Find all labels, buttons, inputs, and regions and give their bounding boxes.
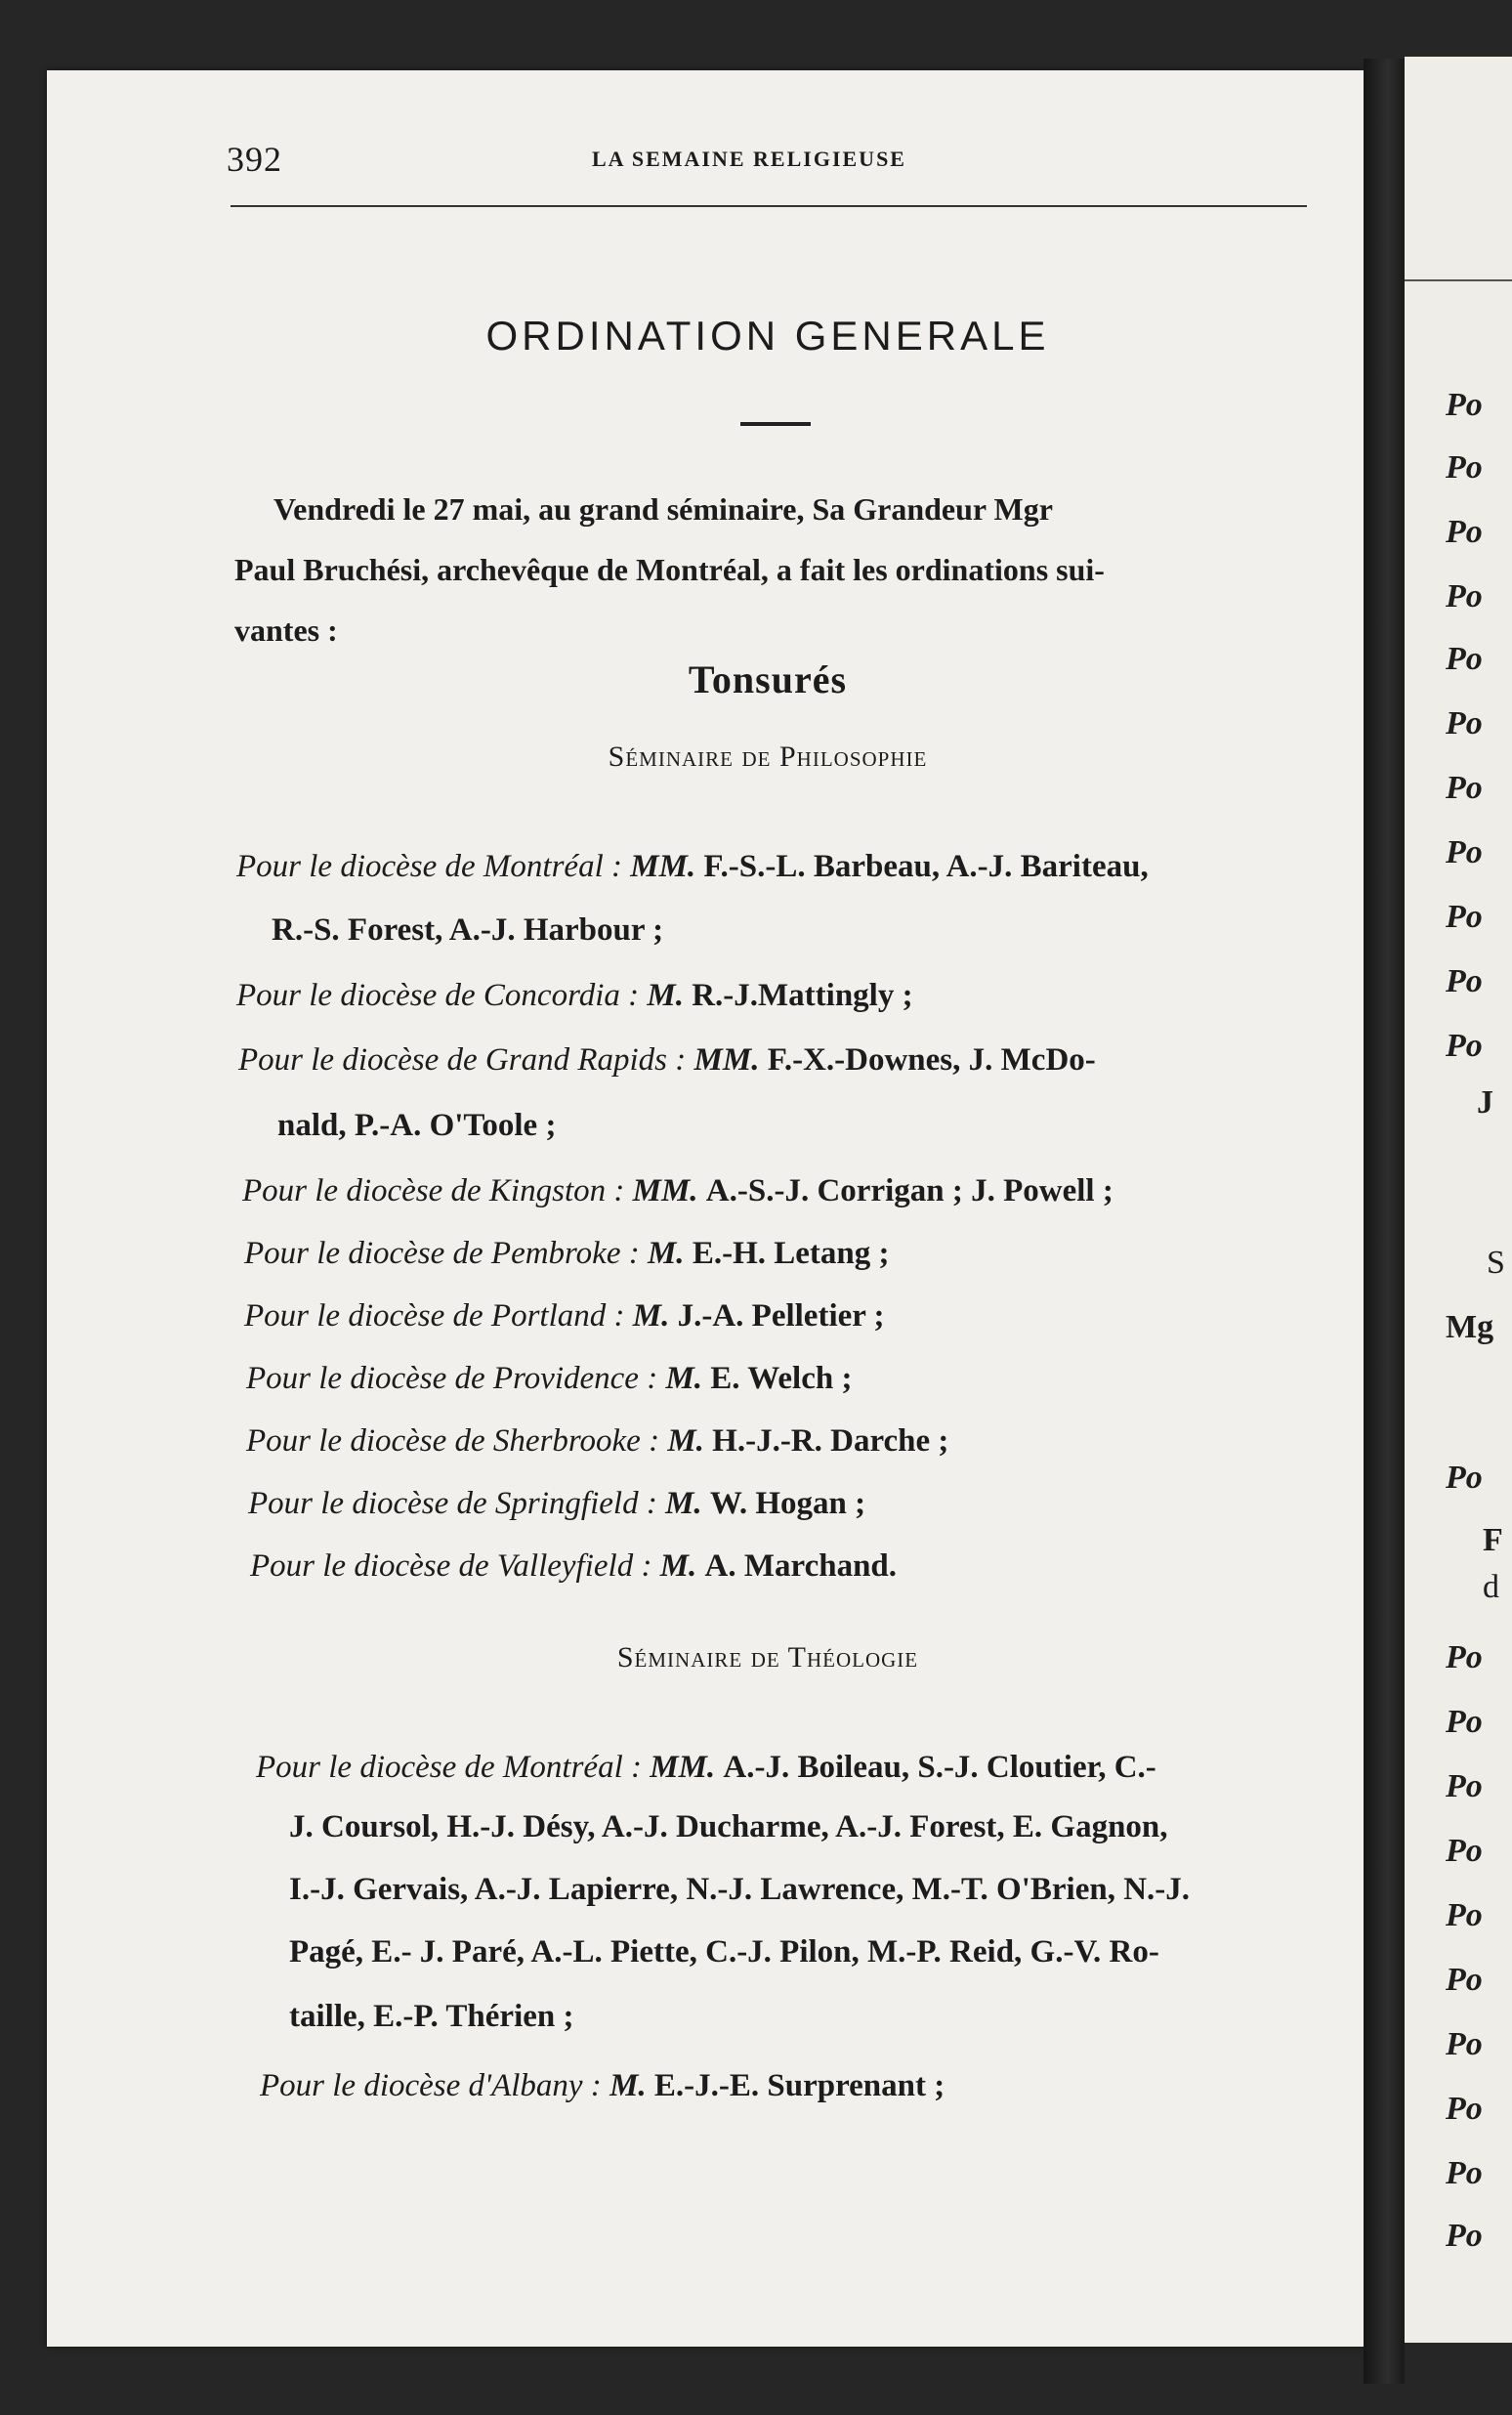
ordination-entry — [246, 1413, 948, 1469]
adjacent-fragment: Po — [1446, 641, 1483, 677]
book-gutter — [1364, 59, 1405, 2384]
adjacent-fragment: Po — [1446, 2026, 1483, 2062]
diocese-label: Pour le diocèse de — [238, 1042, 478, 1078]
diocese-label: Pour le diocèse de — [248, 1486, 487, 1521]
ordinand-names-continued: taille, E.-P. Thérien ; — [289, 1999, 574, 2034]
intro-line: Vendredi le 27 mai, au grand séminaire, Sa Grandeur Mgr — [273, 491, 1053, 527]
honorific: MM. — [693, 1042, 760, 1078]
ordination-entry — [236, 838, 1149, 895]
diocese-name: Valleyfield : — [496, 1548, 652, 1584]
intro-line: vantes : — [234, 613, 338, 648]
ordination-entry — [246, 1350, 852, 1407]
diocese-label: Pour le diocèse de — [244, 1236, 483, 1271]
ordinand-names-continued: J. Coursol, H.-J. Désy, A.-J. Ducharme, A.-J. Forest, E. Gagnon, — [289, 1809, 1168, 1844]
header-rule — [231, 205, 1307, 207]
ordinand-names-continued: R.-S. Forest, A.-J. Harbour ; — [272, 912, 664, 948]
adjacent-fragment: Po — [1446, 578, 1483, 614]
title-separator — [740, 422, 811, 426]
diocese-name: Portland : — [490, 1298, 625, 1334]
ordinand-names: H.-J.-R. Darche ; — [712, 1423, 949, 1459]
ordinand-names: F.-S.-L. Barbeau, A.-J. Bariteau, — [703, 849, 1149, 884]
adjacent-fragment: Po — [1446, 770, 1483, 806]
adjacent-fragment: Po — [1446, 1897, 1483, 1933]
ordinand-names: A.-S.-J. Corrigan ; J. Powell ; — [705, 1173, 1113, 1208]
ordination-entry — [260, 2057, 945, 2114]
ordination-entry — [250, 1538, 897, 1594]
adjacent-fragment: Po — [1446, 1768, 1483, 1804]
adjacent-fragment: Po — [1446, 1704, 1483, 1740]
diocese-label: Pour le diocèse de — [236, 849, 476, 884]
ordinand-names: W. Hogan ; — [709, 1486, 866, 1521]
seminary-philosophy-heading: Séminaire de Philosophie — [608, 741, 928, 773]
adjacent-fragment: S — [1487, 1245, 1505, 1281]
honorific: M. — [665, 1486, 702, 1521]
running-head — [182, 139, 1334, 188]
ordinand-names: E.-J.-E. Surprenant ; — [653, 2068, 945, 2103]
ordinand-names: F.-X.-Downes, J. McDo- — [767, 1042, 1096, 1078]
ordination-entry — [244, 1225, 889, 1282]
adjacent-fragment: Po — [1446, 705, 1483, 741]
diocese-label: Pour le diocèse — [260, 2068, 461, 2103]
diocese-name: Montréal : — [502, 1750, 642, 1785]
adjacent-fragment: Po — [1446, 1028, 1483, 1064]
ordinand-names-continued: Pagé, E.- J. Paré, A.-L. Piette, C.-J. Pilon, M.-P. Reid, G.-V. Ro- — [289, 1934, 1159, 1970]
adjacent-fragment: Po — [1446, 834, 1483, 870]
adjacent-fragment: Po — [1446, 963, 1483, 999]
adjacent-fragment: Po — [1446, 449, 1483, 486]
adjacent-fragment: Po — [1446, 1833, 1483, 1869]
honorific: M. — [609, 2068, 647, 2103]
seminary-theology-heading: Séminaire de Théologie — [616, 1641, 919, 1674]
article-title: ORDINATION GENERALE — [485, 313, 1050, 359]
adjacent-page-rule — [1405, 279, 1512, 281]
adjacent-fragment: Po — [1446, 1962, 1483, 1998]
ordination-entry — [248, 1475, 865, 1532]
diocese-name: Grand Rapids : — [484, 1042, 687, 1078]
ordinand-names-continued: I.-J. Gervais, A.-J. Lapierre, N.-J. Lawrence, M.-T. O'Brien, N.-J. — [289, 1872, 1191, 1907]
adjacent-fragment: Po — [1446, 1639, 1483, 1675]
ordinand-names: A. Marchand. — [704, 1548, 898, 1584]
ordinand-names: J.-A. Pelletier ; — [677, 1298, 885, 1334]
diocese-label: Pour le diocèse de — [256, 1750, 495, 1785]
honorific: M. — [647, 978, 684, 1013]
ordination-entry — [242, 1163, 1113, 1219]
section-heading: Tonsurés — [688, 657, 848, 701]
adjacent-fragment: d — [1483, 1569, 1499, 1605]
honorific: M. — [665, 1361, 703, 1396]
adjacent-fragment: Po — [1446, 2218, 1483, 2254]
page-number: 392 — [227, 140, 282, 179]
adjacent-fragment: Po — [1446, 387, 1483, 423]
honorific: M. — [632, 1298, 670, 1334]
adjacent-fragment: Po — [1446, 899, 1483, 935]
honorific: MM. — [632, 1173, 698, 1208]
ordinand-names: E. Welch ; — [710, 1361, 853, 1396]
ordinand-names-continued: nald, P.-A. O'Toole ; — [277, 1108, 557, 1143]
adjacent-fragment: F — [1483, 1522, 1503, 1558]
diocese-name: Springfield : — [494, 1486, 657, 1521]
honorific: M. — [647, 1236, 685, 1271]
ordination-entry — [256, 1739, 1156, 1796]
diocese-name: Sherbrooke : — [492, 1423, 660, 1459]
adjacent-fragment: Po — [1446, 514, 1483, 550]
diocese-label: Pour le diocèse de — [242, 1173, 482, 1208]
honorific: MM. — [650, 1750, 716, 1785]
ordinand-names: E.-H. Letang ; — [692, 1236, 890, 1271]
diocese-label: Pour le diocèse de — [244, 1298, 483, 1334]
diocese-name: Providence : — [492, 1361, 658, 1396]
diocese-label: Pour le diocèse de — [236, 978, 476, 1013]
adjacent-fragment: Mg — [1446, 1309, 1494, 1345]
adjacent-fragment: J — [1477, 1084, 1493, 1121]
diocese-name: Concordia : — [483, 978, 640, 1013]
honorific: MM. — [630, 849, 696, 884]
diocese-label: Pour le diocèse de — [246, 1361, 485, 1396]
diocese-label: Pour le diocèse de — [250, 1548, 489, 1584]
adjacent-page-edge — [1405, 57, 1512, 2343]
ordination-entry — [238, 1032, 1096, 1088]
honorific: M. — [659, 1548, 697, 1584]
diocese-label: Pour le diocèse de — [246, 1423, 485, 1459]
ordinand-names: R.-J.Mattingly ; — [692, 978, 913, 1013]
adjacent-fragment: Po — [1446, 2091, 1483, 2127]
diocese-name: Kingston : — [488, 1173, 625, 1208]
ordinand-names: A.-J. Boileau, S.-J. Cloutier, C.- — [723, 1750, 1156, 1785]
diocese-name: Pembroke : — [490, 1236, 640, 1271]
journal-title: LA SEMAINE RELIGIEUSE — [592, 147, 906, 171]
diocese-name: Montréal : — [483, 849, 622, 884]
diocese-name: d'Albany : — [468, 2068, 602, 2103]
ordination-entry — [236, 967, 913, 1024]
ordination-entry — [244, 1288, 885, 1344]
honorific: M. — [667, 1423, 704, 1459]
intro-line: Paul Bruchési, archevêque de Montréal, a fait les ordinations sui- — [234, 552, 1105, 587]
adjacent-fragment: Po — [1446, 2155, 1483, 2191]
adjacent-fragment: Po — [1446, 1460, 1483, 1496]
